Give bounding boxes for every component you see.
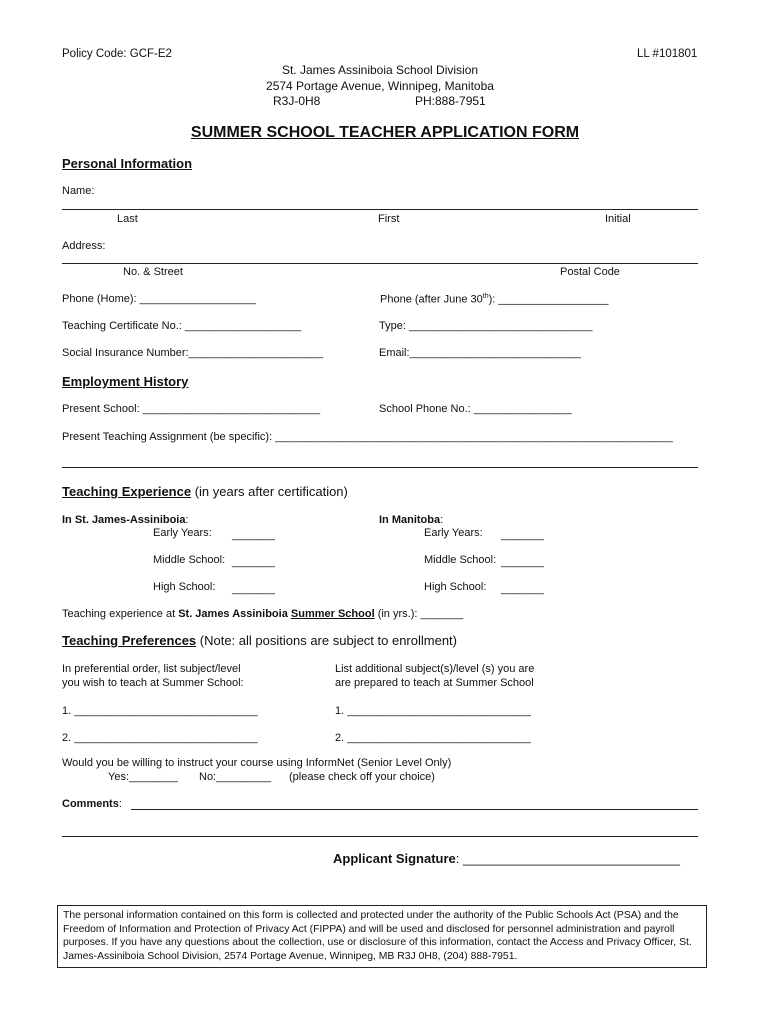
form-title: SUMMER SCHOOL TEACHER APPLICATION FORM: [190, 124, 580, 141]
name-field[interactable]: [62, 209, 698, 210]
mb-label: In Manitoba: [379, 514, 441, 526]
summer-exp-blank: (in yrs.): _______: [374, 608, 464, 620]
experience-note: (in years after certification): [191, 484, 348, 499]
phone-after-sup: th: [482, 293, 489, 300]
comments-field-line2[interactable]: [62, 836, 698, 837]
phone-home-field[interactable]: Phone (Home): ___________________: [62, 293, 256, 305]
school-phone-field[interactable]: School Phone No.: ________________: [379, 403, 572, 415]
ll-code: LL #101801: [637, 48, 698, 60]
sjai-early-field[interactable]: _______: [232, 529, 275, 541]
summer-exp-text: Teaching experience at: [62, 608, 179, 620]
comments-field[interactable]: [131, 809, 698, 810]
phone-after-label: Phone (after June 30: [380, 293, 483, 306]
signature-label: Applicant Signature: [333, 851, 456, 866]
pref-left-item-1[interactable]: 1. ______________________________: [62, 705, 258, 717]
sjai-high-label: High School:: [153, 581, 216, 593]
sjai-colon: :: [185, 514, 189, 526]
summer-experience-field[interactable]: [62, 608, 463, 620]
address-field[interactable]: [62, 263, 698, 264]
assignment-continuation-line[interactable]: [62, 467, 698, 468]
pref-right-item-1[interactable]: 1. ______________________________: [335, 705, 531, 717]
phone-after-blank: ): __________________: [488, 293, 609, 306]
comments-label-row: [62, 798, 122, 810]
preferences-heading-row: [62, 633, 457, 648]
summer-exp-division: St. James Assiniboia: [178, 608, 291, 620]
preferences-heading: Teaching Preferences: [62, 633, 197, 648]
comments-label: Comments: [62, 798, 119, 810]
present-school-field[interactable]: Present School: _____________________________: [62, 403, 321, 415]
signature-row: [333, 851, 680, 866]
pref-right-line2: are prepared to teach at Summer School: [335, 677, 534, 689]
mb-early-label: Early Years:: [424, 527, 483, 539]
mb-middle-field[interactable]: _______: [501, 556, 544, 568]
division-postal: R3J-0H8: [273, 94, 321, 108]
pref-right-line1: List additional subject(s)/level (s) you are: [335, 663, 535, 675]
pref-left-item-2[interactable]: 2. ______________________________: [62, 732, 258, 744]
informnet-yes-field[interactable]: Yes:________: [108, 771, 178, 783]
mb-high-label: High School:: [424, 581, 487, 593]
informnet-check-note: (please check off your choice): [289, 771, 435, 783]
summer-exp-school: Summer School: [290, 608, 375, 620]
last-label: Last: [117, 213, 138, 225]
preferences-note: (Note: all positions are subject to enrollment): [196, 633, 458, 648]
name-label: Name:: [62, 185, 95, 197]
pref-left-line2: you wish to teach at Summer School:: [62, 677, 244, 689]
policy-code: Policy Code: GCF-E2: [62, 48, 172, 60]
address-label: Address:: [62, 240, 106, 252]
signature-field[interactable]: : ______________________________: [455, 851, 680, 866]
postal-code-label: Postal Code: [560, 266, 620, 278]
informnet-no-field[interactable]: No:_________: [199, 771, 272, 783]
sjai-early-label: Early Years:: [153, 527, 212, 539]
mb-early-field[interactable]: _______: [501, 529, 544, 541]
experience-heading-row: [62, 484, 348, 499]
division-phone: PH:888-7951: [415, 94, 486, 108]
division-name: St. James Assiniboia School Division: [281, 63, 479, 77]
teaching-cert-field[interactable]: Teaching Certificate No.: ___________________: [62, 320, 302, 332]
sjai-middle-field[interactable]: _______: [232, 556, 275, 568]
sjai-label: In St. James-Assiniboia: [62, 514, 186, 526]
mb-middle-label: Middle School:: [424, 554, 497, 566]
mb-colon: :: [440, 514, 444, 526]
personal-info-heading: Personal Information: [62, 156, 193, 171]
employment-heading: Employment History: [62, 374, 189, 389]
sjai-label-row: [62, 514, 189, 526]
initial-label: Initial: [605, 213, 631, 225]
mb-label-row: [379, 514, 443, 526]
phone-after-field[interactable]: [380, 293, 609, 306]
email-field[interactable]: Email:____________________________: [379, 347, 581, 359]
pref-right-item-2[interactable]: 2. ______________________________: [335, 732, 531, 744]
experience-heading: Teaching Experience: [62, 484, 192, 499]
sin-field[interactable]: Social Insurance Number:______________________: [62, 347, 324, 359]
division-address: 2574 Portage Avenue, Winnipeg, Manitoba: [266, 79, 494, 93]
sjai-high-field[interactable]: _______: [232, 583, 275, 595]
privacy-notice: The personal information contained on this form is collected and protected under the authority of the Public Schools Act (PSA) and the Freedom of Information and Protection of Privacy Act (FIPPA) and will be used and disclosed for personnel administration and payroll purposes. If you have any questions about the collection, use or disclosure of this information, contact the Access and Privacy Officer, St. James-Assiniboia School Division, 2574 Portage Avenue, Winnipeg, MB R3J 0H8, (204) 888-7951.: [57, 905, 707, 968]
street-label: No. & Street: [123, 266, 183, 278]
sjai-middle-label: Middle School:: [153, 554, 226, 566]
comments-colon: :: [118, 798, 122, 810]
pref-left-line1: In preferential order, list subject/level: [62, 663, 241, 675]
teaching-assignment-field[interactable]: Present Teaching Assignment (be specific): _________________________________________________________________: [62, 431, 673, 443]
cert-type-field[interactable]: Type: ______________________________: [379, 320, 593, 332]
first-label: First: [378, 213, 400, 225]
informnet-question: Would you be willing to instruct your course using InformNet (Senior Level Only): [62, 757, 452, 769]
mb-high-field[interactable]: _______: [501, 583, 544, 595]
